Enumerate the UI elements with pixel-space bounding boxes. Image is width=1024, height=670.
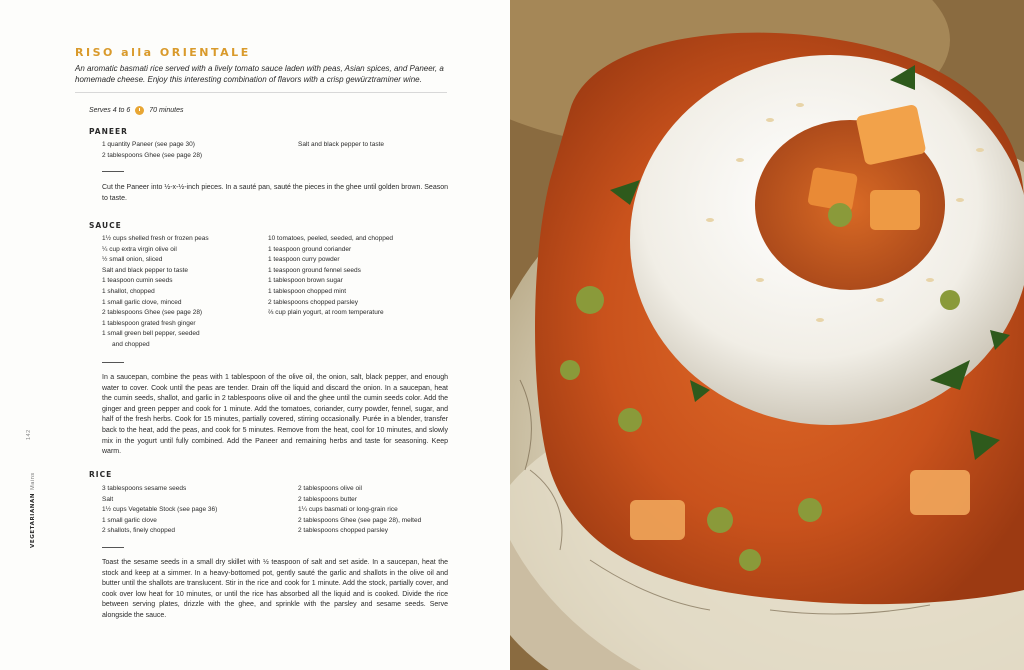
time-text: 70 minutes: [149, 107, 184, 114]
short-rule: [102, 171, 124, 172]
ingredient-item: 3 tablespoons sesame seeds: [102, 485, 187, 492]
ingredient-item: 1 teaspoon curry powder: [268, 256, 340, 264]
ingredient-item: 1 shallot, chopped: [102, 287, 155, 295]
clock-icon: [135, 106, 144, 115]
ingredient-item: ⅔ cup plain yogurt, at room temperature: [268, 309, 384, 317]
divider: [75, 92, 447, 93]
section-heading-sauce: SAUCE: [89, 221, 122, 230]
food-photo: [510, 0, 1024, 670]
ingredient-list-sauce-col1: [102, 234, 209, 351]
ingredient-item: 2 tablespoons chopped parsley: [298, 527, 388, 535]
recipe-page: [0, 0, 510, 670]
ingredient-item: 1 teaspoon ground coriander: [268, 245, 352, 253]
short-rule: [102, 362, 124, 363]
ingredient-item: 2 tablespoons Ghee (see page 28), melted: [298, 516, 422, 524]
ingredient-list-sauce-col2: [268, 234, 393, 319]
ingredient-item: 2 tablespoons butter: [298, 495, 357, 503]
page-number: 142: [26, 429, 32, 440]
ingredient-item: ½ small onion, sliced: [102, 256, 163, 264]
ingredient-list-paneer-col1: [102, 140, 202, 161]
short-rule: [102, 547, 124, 548]
running-footer-section: Mains: [30, 472, 36, 490]
ingredient-item: 1 small garlic clove, minced: [102, 298, 182, 306]
method-sauce: In a saucepan, combine the peas with 1 tablespoon of the olive oil, the onion, salt, black pepper, and enough water to cover. Cook until the peas are tender. Drain off the liquid and discard the onion. In a saucepan, heat the cumin seeds, shallot, and garlic in 2 tablespoons olive oil and the ghee until the cumin seeds color. Add the ginger and green pepper and cook for 1 minute. Add the tomatoes, coriander, curry powder, fennel, sugar, and half of the fresh herbs. Cook for 15 minutes, partially covered, stirring occasionally. Purée in a blender, transfer back to the heat, add the peas, and cook for 5 minutes. Remove from the heat, cool for 10 minutes, and slowly mix in the yogurt until fully combined. Add the Paneer and remaining herbs and taste for seasoning. Keep warm.: [102, 374, 448, 456]
ingredient-item: 1 small green bell pepper, seeded: [102, 330, 200, 338]
recipe-intro: An aromatic basmati rice served with a lively tomato sauce laden with peas, Asian spices, and Paneer, a homemade cheese. Enjoy this interesting combination of flavors with a crisp gewürztraminer wine.: [75, 64, 444, 84]
serves-line: [89, 106, 184, 115]
ingredient-item: 1½ cups shelled fresh or frozen peas: [102, 235, 209, 242]
ingredient-list-rice-col2: [298, 484, 421, 537]
ingredient-item: 1 quantity Paneer (see page 30): [102, 141, 195, 148]
ingredient-item: 1½ cups Vegetable Stock (see page 36): [102, 506, 218, 514]
ingredient-item: ¼ cup extra virgin olive oil: [102, 245, 177, 253]
ingredient-item: Salt and black pepper to taste: [102, 266, 189, 274]
recipe-title: RISO alla ORIENTALE: [75, 46, 251, 59]
ingredient-item: 2 tablespoons olive oil: [298, 485, 362, 492]
ingredient-list-paneer-col2: [298, 140, 384, 151]
ingredient-list-rice-col1: [102, 484, 217, 537]
running-footer: [30, 472, 36, 548]
ingredient-item: Salt: [102, 495, 114, 503]
ingredient-item: 1 tablespoon brown sugar: [268, 277, 343, 285]
ingredient-item: 1¼ cups basmati or long-grain rice: [298, 506, 398, 514]
running-footer-title: VEGETARIANAN: [30, 492, 36, 548]
ingredient-item: 10 tomatoes, peeled, seeded, and chopped: [268, 235, 394, 242]
ingredient-item: 2 tablespoons Ghee (see page 28): [102, 151, 203, 159]
ingredient-item: 2 tablespoons Ghee (see page 28): [102, 309, 203, 317]
food-photo-illustration: [510, 0, 1024, 670]
ingredient-item: 1 teaspoon ground fennel seeds: [268, 266, 361, 274]
ingredient-item: 1 tablespoon grated fresh ginger: [102, 319, 196, 327]
ingredient-item: 2 tablespoons chopped parsley: [268, 298, 358, 306]
ingredient-item: 1 small garlic clove: [102, 516, 157, 524]
ingredient-item: 1 tablespoon chopped mint: [268, 287, 347, 295]
ingredient-item: and chopped: [112, 340, 150, 348]
section-heading-paneer: PANEER: [89, 127, 128, 136]
ingredient-item: 2 shallots, finely chopped: [102, 527, 175, 535]
serves-text: Serves 4 to 6: [89, 107, 131, 114]
ingredient-item: Salt and black pepper to taste: [298, 141, 385, 148]
method-rice: Toast the sesame seeds in a small dry skillet with ½ teaspoon of salt and set aside. In a saucepan, heat the stock and keep at a simmer. In a heavy-bottomed pot, gently sauté the garlic and shallots in the olive oil and butter until the shallots are translucent. Stir in the rice and cook for 1 minute. Add the stock, partially cover, and cook over low heat for 10 minutes, or until the rice has absorbed all the liquid and is cooked. Divide the rice between serving plates, drizzle with the ghee, and sprinkle with the parsley and sesame seeds. Serve alongside the sauce.: [102, 559, 448, 619]
ingredient-item: 1 teaspoon cumin seeds: [102, 277, 173, 285]
method-paneer: Cut the Paneer into ½-x-½-inch pieces. In a sauté pan, sauté the pieces in the ghee until golden brown. Season to taste.: [102, 184, 448, 202]
section-heading-rice: RICE: [89, 470, 113, 479]
